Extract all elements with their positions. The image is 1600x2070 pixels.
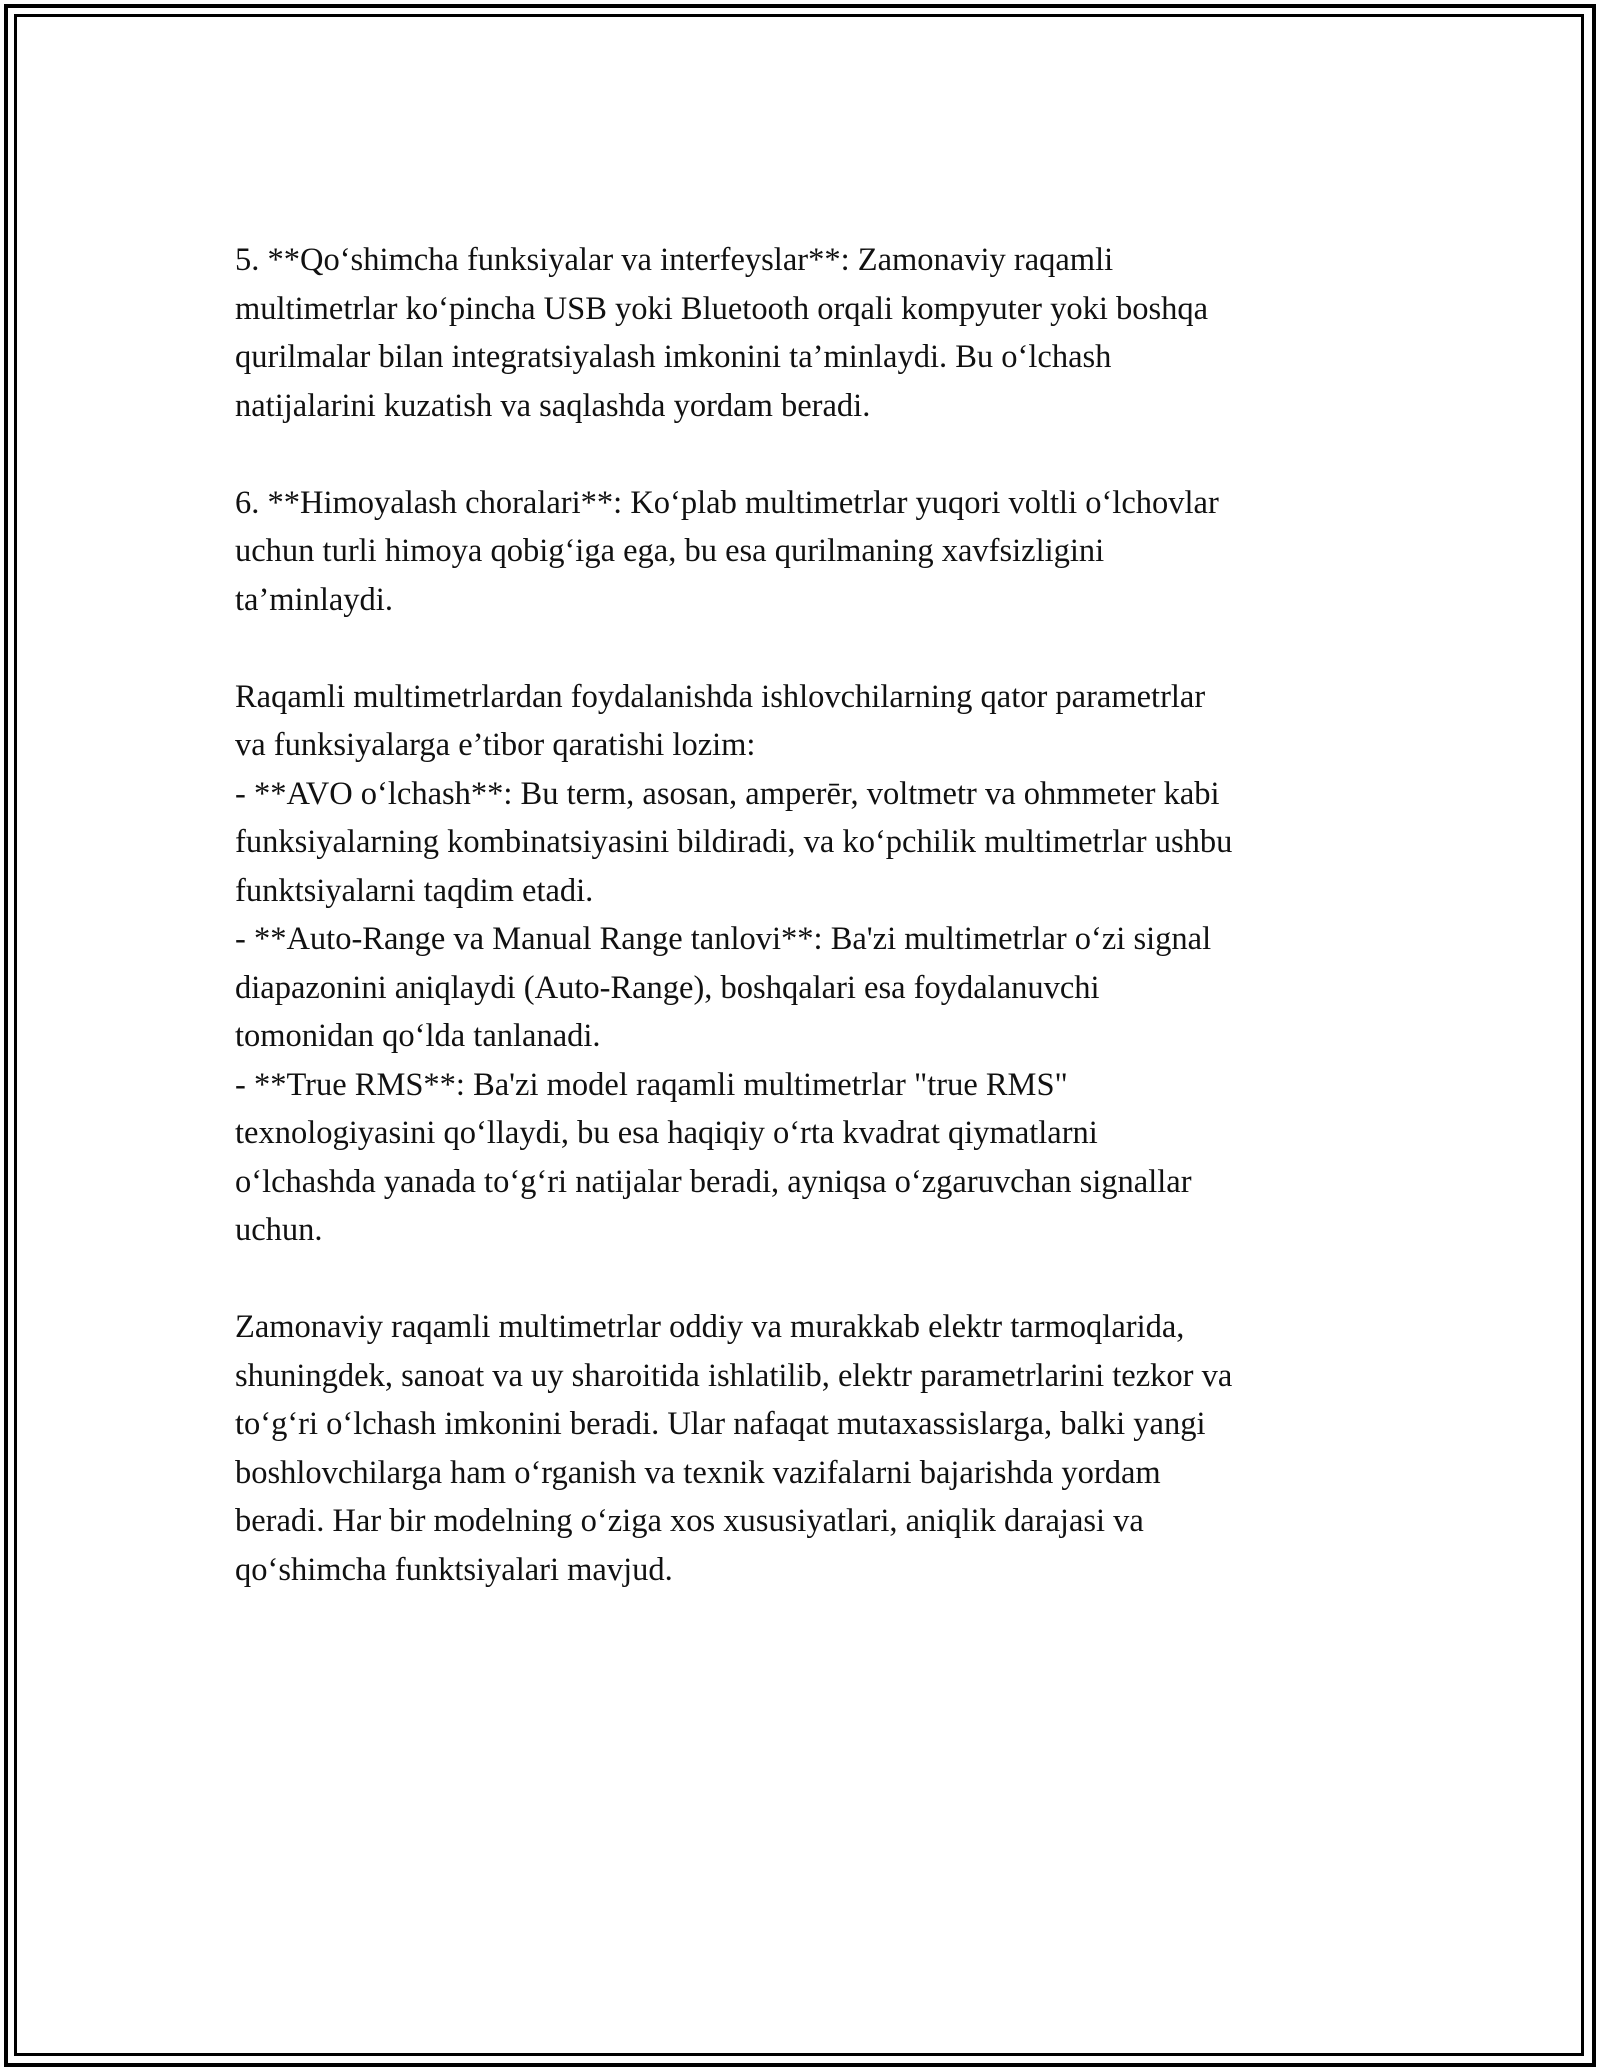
text-line: tomonidan qo‘lda tanlanadi.	[235, 1018, 601, 1054]
text-line: diapazonini aniqlaydi (Auto-Range), boshqalari esa foydalanuvchi	[235, 969, 1100, 1006]
paragraph-protection-measures	[235, 479, 1375, 625]
text-line: shuningdek, sanoat va uy sharoitida ishlatilib, elektr parametrlarini tezkor va	[235, 1357, 1233, 1394]
list-item-auto-range: - **Auto-Range va Manual Range tanlovi**: Ba'zi multimetrlar o‘zi signal	[235, 921, 1212, 957]
list-item-true-rms: - **True RMS**: Ba'zi model raqamli multimetrlar "true RMS"	[235, 1066, 1068, 1103]
text-line: texnologiyasini qo‘llaydi, bu esa haqiqiy o‘rta kvadrat qiymatlarni	[235, 1115, 1098, 1151]
text-line: beradi. Har bir modelning o‘ziga xos xususiyatlari, aniqlik darajasi va	[235, 1503, 1144, 1539]
text-line: qo‘shimcha funktsiyalari mavjud.	[235, 1551, 673, 1588]
text-line: qurilmalar bilan integratsiyalash imkonini ta’minlaydi. Bu o‘lchash	[235, 339, 1112, 375]
paragraph-parameters-list	[235, 673, 1375, 1255]
document-body	[235, 236, 1375, 1643]
text-line: funksiyalarning kombinatsiyasini bildiradi, va ko‘pchilik multimetrlar ushbu	[235, 824, 1233, 860]
paragraph-conclusion	[235, 1303, 1375, 1594]
text-line: 5. **Qo‘shimcha funksiyalar va interfeyslar**: Zamonaviy raqamli	[235, 242, 1114, 278]
text-line: natijalarini kuzatish va saqlashda yordam beradi.	[235, 387, 871, 424]
text-line: Zamonaviy raqamli multimetrlar oddiy va murakkab elektr tarmoqlarida,	[235, 1309, 1185, 1345]
text-line: uchun.	[235, 1212, 323, 1248]
text-line: funktsiyalarni taqdim etadi.	[235, 872, 594, 909]
text-line: boshlovchilarga ham o‘rganish va texnik vazifalarni bajarishda yordam	[235, 1454, 1161, 1491]
text-line: uchun turli himoya qobig‘iga ega, bu esa qurilmaning xavfsizligini	[235, 533, 1105, 569]
text-line: to‘g‘ri o‘lchash imkonini beradi. Ular nafaqat mutaxassislarga, balki yangi	[235, 1406, 1206, 1442]
text-line: ta’minlaydi.	[235, 581, 393, 618]
text-line: Raqamli multimetrlardan foydalanishda ishlovchilarning qator parametrlar	[235, 678, 1206, 715]
text-line: 6. **Himoyalash choralari**: Ko‘plab multimetrlar yuqori voltli o‘lchovlar	[235, 484, 1219, 521]
text-line: multimetrlar ko‘pincha USB yoki Bluetooth orqali kompyuter yoki boshqa	[235, 290, 1209, 327]
text-line: va funksiyalarga e’tibor qaratishi lozim:	[235, 727, 756, 763]
list-item-avo: - **AVO o‘lchash**: Bu term, asosan, amperēr, voltmetr va ohmmeter kabi	[235, 775, 1220, 812]
text-line: o‘lchashda yanada to‘g‘ri natijalar beradi, ayniqsa o‘zgaruvchan signallar	[235, 1163, 1192, 1200]
paragraph-additional-functions	[235, 236, 1375, 430]
